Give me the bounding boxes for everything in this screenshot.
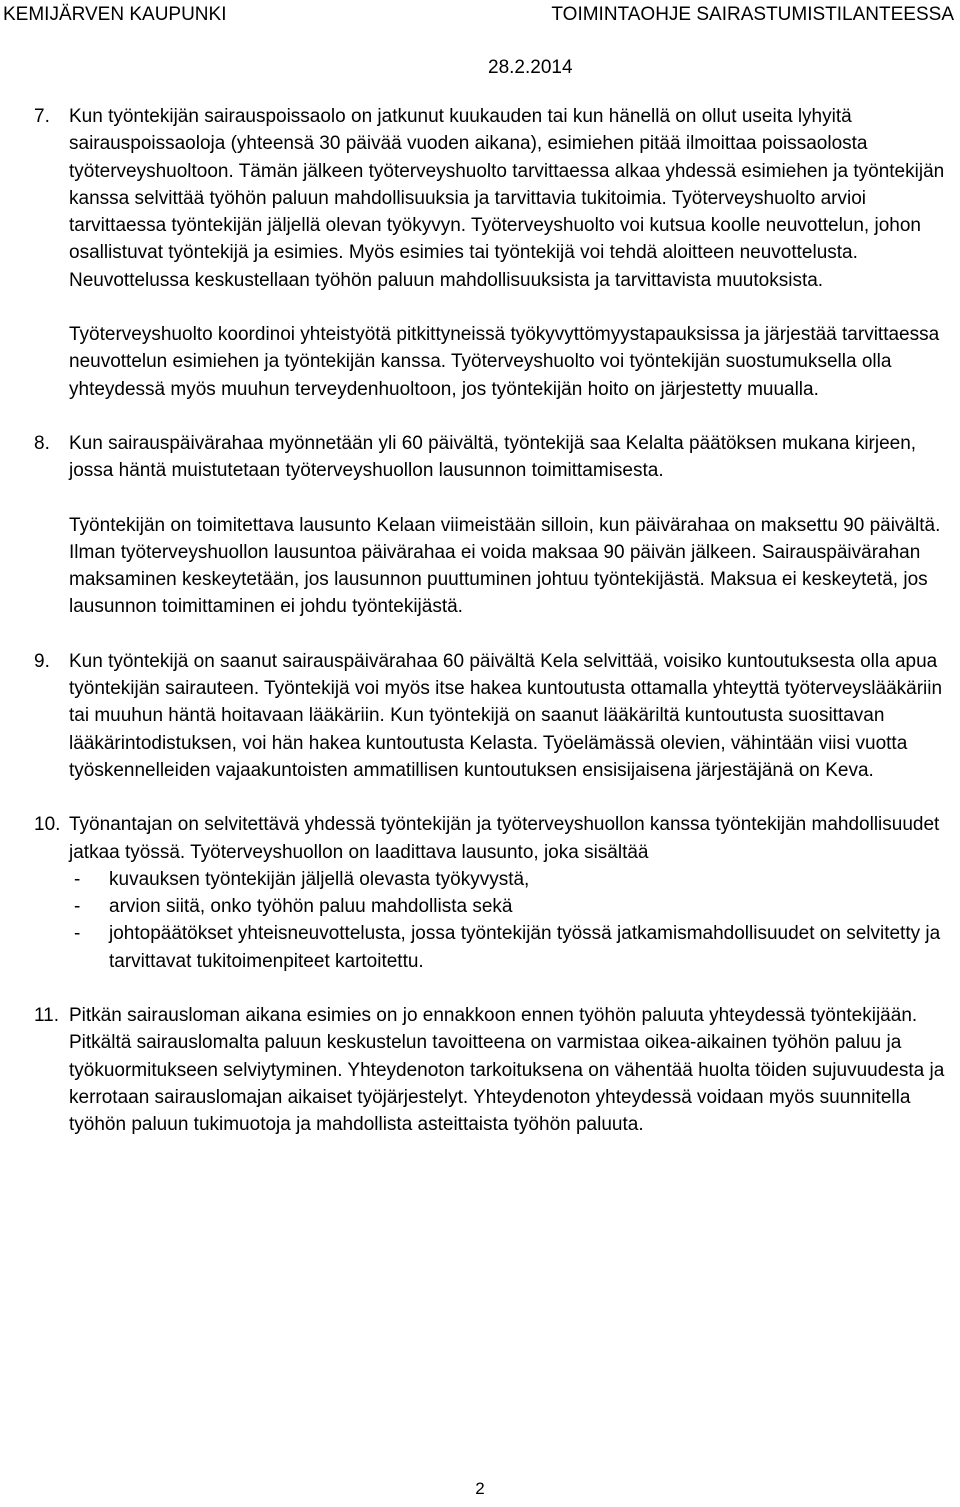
paragraph: Kun sairauspäivärahaa myönnetään yli 60 päivältä, työntekijä saa Kelalta päätöksen mukana kirjeen, jossa häntä muistutetaan työterveyshuollon lausunnon toimittamisesta. (69, 432, 917, 482)
list-item-8 (0, 430, 960, 485)
bullet-text: arvion siitä, onko työhön paluu mahdollista sekä (109, 896, 513, 918)
dash-marker: - (74, 923, 81, 945)
paragraph: Työterveyshuolto koordinoi yhteistyötä pitkittyneissä työkyvyttömyystapauksissa ja järjestää tarvittaessa neuvottelun esimiehen ja työntekijän kanssa. Työterveyshuolto voi työntekijän suostumuksella olla yhteydessä myös muuhun terveydenhuoltoon, jos työntekijän hoito on järjestetty muualla. (69, 324, 940, 400)
page-number: 2 (475, 1479, 485, 1498)
list-bullet-item (0, 920, 960, 975)
dash-marker: - (74, 868, 81, 890)
list-bullet-item (0, 866, 960, 893)
paragraph: Pitkän sairausloman aikana esimies on jo ennakkoon ennen työhön paluuta yhteydessä työntekijään. Pitkältä sairauslomalta paluun keskustelun tavoitteena on varmistaa oikea-aikainen työhön paluu ja työkuormitukseen selviytyminen. Yhteydenoton tarkoituksena on vähentää huolta töiden sujuvuudesta ja kerrotaan sairauslomajan aikaiset työjärjestelyt. Yhteydenoton yhteydessä voidaan myös suunnitella työhön paluun tukimuotoja ja mahdollista asteittaista työhön paluuta. (69, 1005, 945, 1136)
document-title: TOIMINTAOHJE SAIRASTUMISTILANTEESSA (551, 4, 954, 25)
list-item-11 (0, 1002, 960, 1138)
list-item-9 (0, 648, 960, 784)
list-bullet-item (0, 893, 960, 920)
bullet-text: johtopäätökset yhteisneuvottelusta, jossa työntekijän työssä jatkamismahdollisuudet on selvitetty ja tarvittavat tukitoimenpiteet kartoitettu. (109, 923, 941, 972)
item-number: 7. (34, 106, 50, 127)
organization-name: KEMIJÄRVEN KAUPUNKI (3, 4, 227, 25)
statement-contents-list (0, 866, 960, 975)
dash-marker: - (74, 896, 81, 918)
paragraph: Kun työntekijä on saanut sairauspäivärahaa 60 päivältä Kela selvittää, voisiko kuntoutuksesta olla apua työntekijän sairauteen. Työntekijä voi myös itse hakea kuntoutusta ottamalla yhteyttä työterveyslääkäriin tai muuhun häntä hoitavaan lääkäriin. Kun työntekijä on saanut lääkäriltä kuntoutusta suosittavan lääkärintodistuksen, voi hän hakea kuntoutusta Kelasta. Työelämässä olevien, vähintään viisi vuotta työskennelleiden vajaakuntoisten ammatillisen kuntoutuksen ensisijaisena järjestäjänä on Keva. (69, 650, 943, 781)
bullet-text: kuvauksen työntekijän jäljellä olevasta työkyvystä, (109, 868, 530, 890)
document-body (0, 103, 960, 1139)
paragraph: Työnantajan on selvitettävä yhdessä työntekijän ja työterveyshuollon kanssa työntekijän mahdollisuudet jatkaa työssä. Työterveyshuollon on laadittava lausunto, joka sisältää (69, 814, 940, 863)
item-number: 8. (34, 432, 50, 454)
item-number: 11. (34, 1005, 60, 1027)
list-item-10 (0, 811, 960, 866)
paragraph: Kun työntekijän sairauspoissaolo on jatkunut kuukauden tai kun hänellä on ollut useita lyhyitä sairauspoissaoloja (yhteensä 30 päivää vuoden aikana), esimiehen pitää ilmoittaa poissaolosta työterveyshuoltoon. Tämän jälkeen työterveyshuolto tarvittaessa alkaa yhdessä esimiehen ja työntekijän kanssa selvittää työhön paluun mahdollisuuksia ja tarvittavia tukitoimia. Työterveyshuolto arvioi tarvittaessa työntekijän jäljellä olevan työkyvyn. Työterveyshuolto voi kutsua koolle neuvottelun, johon osallistuvat työntekijä ja esimies. Myös esimies tai työntekijä voi tehdä aloitteen neuvottelusta. Neuvottelussa keskustellaan työhön paluun mahdollisuuksista ja tarvittavista muutoksista. (69, 106, 945, 291)
paragraph: Työntekijän on toimitettava lausunto Kelaan viimeistään silloin, kun päivärahaa on maksettu 90 päivältä. Ilman työterveyshuollon lausuntoa päivärahaa ei voida maksaa 90 päivän jälkeen. Sairauspäivärahan maksaminen keskeytetään, jos lausunnon puuttuminen johtuu työntekijästä. Maksua ei keskeytetä, jos lausunnon toimittaminen ei johdu työntekijästä. (69, 514, 941, 618)
item-number: 9. (34, 650, 50, 672)
item-number: 10. (34, 814, 61, 836)
list-item-7 (0, 103, 960, 294)
document-date: 28.2.2014 (488, 57, 573, 78)
